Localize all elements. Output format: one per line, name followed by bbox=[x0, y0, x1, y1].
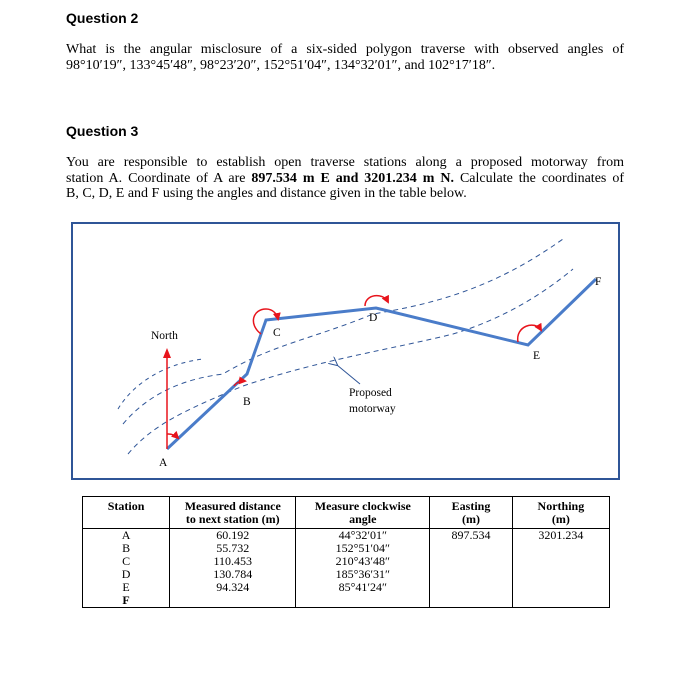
easting-cell bbox=[430, 594, 513, 608]
station-label-d: D bbox=[369, 312, 378, 324]
proposed-label: Proposed bbox=[349, 387, 392, 399]
northing-cell bbox=[512, 568, 609, 581]
easting-cell bbox=[430, 568, 513, 581]
station-label-b: B bbox=[243, 396, 251, 408]
northing-cell bbox=[512, 555, 609, 568]
angle-cell: 210°43′48″ bbox=[296, 555, 430, 568]
northing-cell bbox=[512, 542, 609, 555]
station-label-e: E bbox=[533, 350, 541, 362]
header-easting: Easting (m) bbox=[430, 497, 513, 529]
header-station: Station bbox=[83, 497, 170, 529]
station-cell: D bbox=[83, 568, 170, 581]
distance-cell: 130.784 bbox=[170, 568, 296, 581]
question-2-text bbox=[66, 42, 624, 73]
question-2-line-1: What is the angular misclosure of a six-sided polygon traverse with observed angles of bbox=[66, 42, 624, 57]
station-cell: F bbox=[83, 594, 170, 608]
distance-cell: 110.453 bbox=[170, 555, 296, 568]
station-cell: B bbox=[83, 542, 170, 555]
distance-cell: 60.192 bbox=[170, 529, 296, 543]
line-2-start: station A. Coordinate of A are bbox=[66, 170, 252, 186]
table-header-row bbox=[83, 497, 610, 529]
motorway-edge-upper bbox=[123, 239, 563, 424]
traverse-diagram bbox=[71, 222, 620, 480]
angle-cell: 85°41′24″ bbox=[296, 581, 430, 594]
header-northing: Northing (m) bbox=[512, 497, 609, 529]
north-arrow-head bbox=[163, 348, 171, 358]
angle-arc-d bbox=[365, 296, 388, 306]
question-3-line-1: You are responsible to establish open traverse stations along a proposed motorway from bbox=[66, 155, 624, 170]
motorway-label: motorway bbox=[349, 403, 396, 415]
easting-cell bbox=[430, 581, 513, 594]
table-row bbox=[83, 529, 610, 543]
station-cell: E bbox=[83, 581, 170, 594]
angle-cell: 185°36′31″ bbox=[296, 568, 430, 581]
header-distance: Measured distance to next station (m) bbox=[170, 497, 296, 529]
question-3-text bbox=[66, 155, 624, 202]
station-label-f: F bbox=[595, 276, 602, 288]
line-2-end: Calculate the coordinates of bbox=[454, 170, 624, 186]
question-3-heading: Question 3 bbox=[66, 123, 139, 139]
angle-arc-a bbox=[167, 434, 178, 438]
motorway-edge-lower bbox=[128, 269, 573, 454]
station-label-a: A bbox=[159, 457, 168, 469]
angle-cell: 152°51′04″ bbox=[296, 542, 430, 555]
easting-cell bbox=[430, 542, 513, 555]
station-label-c: C bbox=[273, 327, 281, 339]
question-3-line-2 bbox=[66, 171, 624, 187]
north-label: North bbox=[151, 330, 178, 342]
distance-cell bbox=[170, 594, 296, 608]
angle-cell bbox=[296, 594, 430, 608]
station-cell: C bbox=[83, 555, 170, 568]
angle-arc-e bbox=[518, 325, 541, 342]
northing-cell bbox=[512, 594, 609, 608]
traverse-line bbox=[167, 279, 596, 449]
easting-cell bbox=[430, 555, 513, 568]
distance-cell: 94.324 bbox=[170, 581, 296, 594]
station-table bbox=[82, 496, 610, 608]
angle-cell: 44°32′01″ bbox=[296, 529, 430, 543]
northing-cell bbox=[512, 581, 609, 594]
coordinates-of-a: 897.534 m E and 3201.234 m N. bbox=[251, 170, 454, 186]
easting-cell: 897.534 bbox=[430, 529, 513, 543]
question-2-heading: Question 2 bbox=[66, 10, 139, 26]
question-2-line-2: 98°10′19″, 133°45′48″, 98°23′20″, 152°51′04″, 134°32′01″, and 102°17′18″. bbox=[66, 57, 496, 73]
northing-cell: 3201.234 bbox=[512, 529, 609, 543]
motorway-edge-left bbox=[118, 359, 203, 409]
station-cell: A bbox=[83, 529, 170, 543]
header-angle: Measure clockwise angle bbox=[296, 497, 430, 529]
table-row bbox=[83, 594, 610, 608]
motorway-pointer bbox=[337, 365, 360, 384]
table-row bbox=[83, 581, 610, 594]
distance-cell: 55.732 bbox=[170, 542, 296, 555]
question-3-line-3: B, C, D, E and F using the angles and distance given in the table below. bbox=[66, 186, 467, 201]
